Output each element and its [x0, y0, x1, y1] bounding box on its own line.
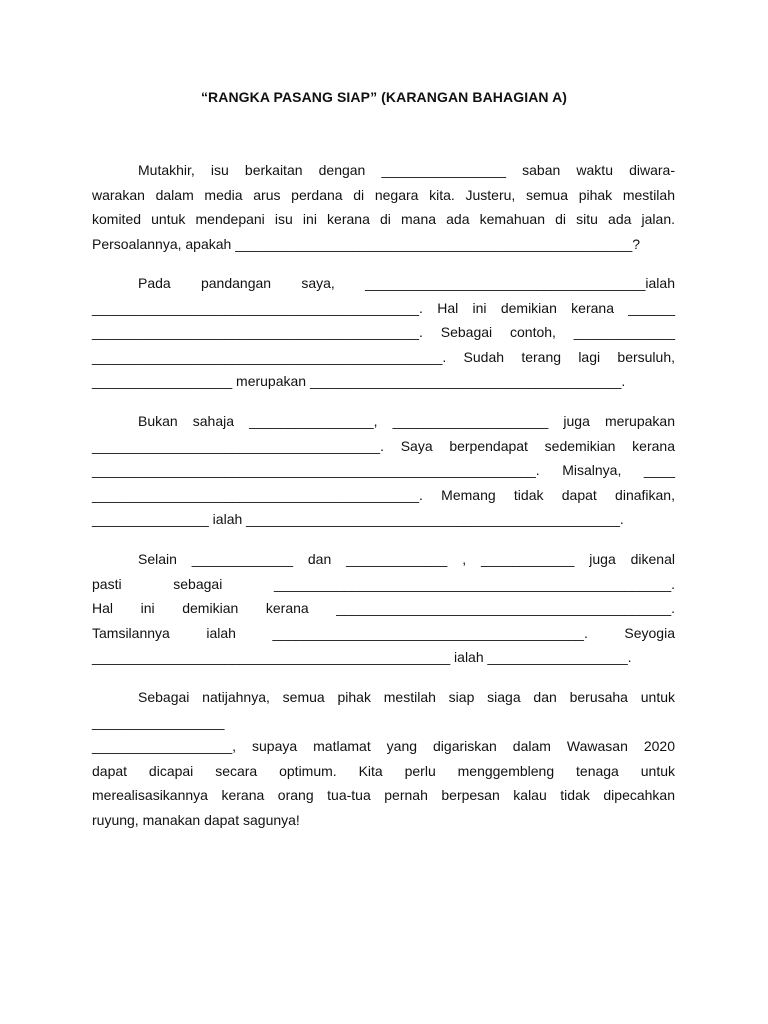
text-line: _______________ ialah ________________________________________________. — [92, 511, 624, 528]
text-line: warakan dalam media arus perdana di negara kita. Justeru, semua pihak mestilah — [92, 186, 675, 203]
text-line: Selain _____________ dan _____________ , ____________ juga dikenal — [138, 551, 675, 567]
document-title: “RANGKA PASANG SIAP” (KARANGAN BAHAGIAN A) — [200, 89, 568, 105]
paragraph-conclusion — [92, 685, 675, 833]
text-line: ruyung, manakan dapat sagunya! — [92, 811, 300, 828]
text-line: _________________________________________________________. Misalnya, ____ — [92, 462, 675, 479]
text-line: _________________ — [92, 713, 225, 730]
text-line: Mutakhir, isu berkaitan dengan ________________ saban waktu diwara- — [138, 162, 675, 178]
text-line: Persoalannya, apakah ___________________________________________________? — [92, 235, 641, 252]
text-line: _____________________________________________. Sudah terang lagi bersuluh, — [92, 348, 675, 365]
text-line: __________________________________________. Memang tidak dapat dinafikan, — [92, 486, 675, 503]
paragraph-point-one — [92, 271, 675, 394]
text-line: Tamsilannya ialah ________________________________________. Seyogia — [92, 624, 675, 641]
text-line: dapat dicapai secara optimum. Kita perlu menggembleng tenaga untuk — [92, 762, 675, 779]
text-line: Bukan sahaja ________________, ____________________ juga merupakan — [138, 413, 675, 429]
text-line: __________________________________________. Sebagai contoh, _____________ — [92, 324, 675, 341]
text-line: pasti sebagai ___________________________________________________. — [92, 575, 675, 592]
text-line: Pada pandangan saya, ____________________________________ialah — [138, 275, 675, 291]
text-line: _____________________________________. Saya berpendapat sedemikian kerana — [92, 437, 675, 454]
text-line: Hal ini demikian kerana ___________________________________________. — [92, 600, 675, 617]
paragraph-introduction — [92, 158, 675, 256]
paragraph-point-two — [92, 409, 675, 532]
text-line: __________________ merupakan ________________________________________. — [92, 373, 626, 390]
text-line: komited untuk mendepani isu ini kerana di mana ada kemahuan di situ ada jalan. — [92, 211, 675, 228]
paragraph-point-three — [92, 547, 675, 670]
text-line: merealisasikannya kerana orang tua-tua pernah berpesan kalau tidak dipecahkan — [92, 787, 675, 804]
text-line: __________________________________________. Hal ini demikian kerana ______ — [92, 299, 675, 316]
text-line: Sebagai natijahnya, semua pihak mestilah siap siaga dan berusaha untuk — [138, 689, 675, 705]
text-line: ______________________________________________ ialah __________________. — [92, 649, 632, 666]
text-line: __________________, supaya matlamat yang digariskan dalam Wawasan 2020 — [92, 738, 675, 755]
